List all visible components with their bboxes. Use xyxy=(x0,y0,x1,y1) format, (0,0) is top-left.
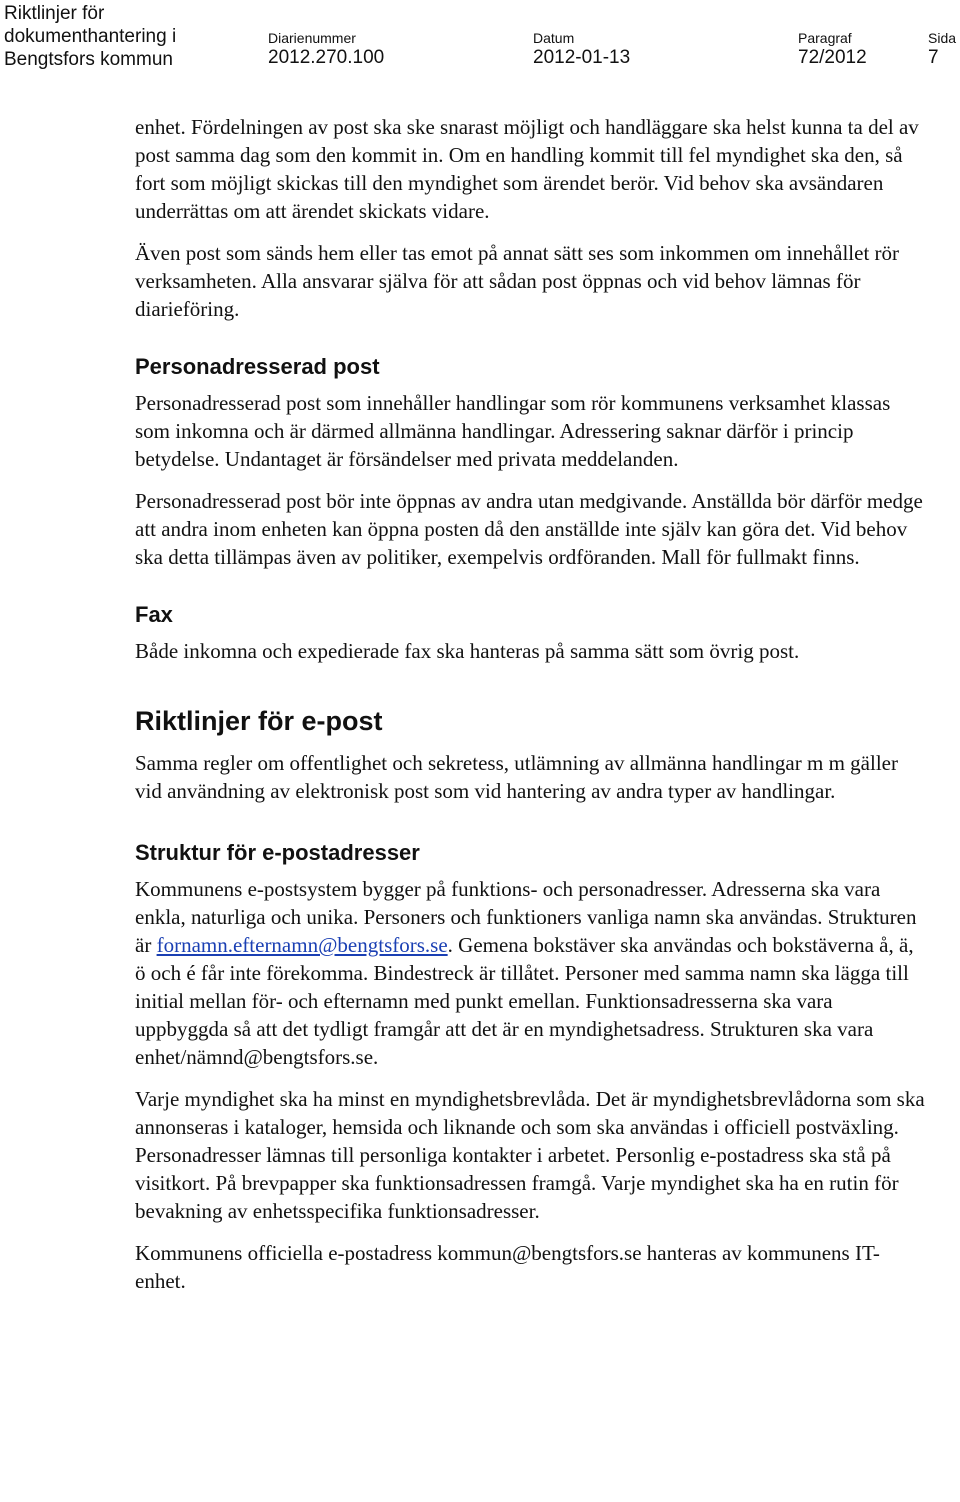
document-title xyxy=(4,2,269,71)
paragraph-personadresserad-1: Personadresserad post som innehåller handlingar som rör kommunens verksamhet klassas som inkomna och är därmed allmänna handlingar. Adressering saknar därför i princip betydelse. Undantaget är försändelser med privata meddelanden. xyxy=(135,391,891,471)
sida-field xyxy=(928,0,956,70)
diarienummer-label: Diarienummer xyxy=(268,30,356,46)
paragraph-fax: Både inkomna och expedierade fax ska hanteras på samma sätt som övrig post. xyxy=(135,639,800,663)
datum-label: Datum xyxy=(533,30,575,46)
paragraf-field xyxy=(798,0,867,70)
email-structure-link[interactable]: fornamn.efternamn@bengtsfors.se xyxy=(156,933,448,957)
page-header xyxy=(0,0,960,80)
document-title-line-2: dokumenthantering i xyxy=(4,26,177,47)
diarienummer-value: 2012.270.100 xyxy=(268,47,385,68)
datum-value: 2012-01-13 xyxy=(533,47,631,68)
address-structure-text-2: . Gemena bokstäver ska användas och bokstäverna å, ä, ö och é får inte förekomma. Bindestreck är tillåtet. Personer med samma namn ska lägga till initial mellan för- och efternamn med punkt emellan. Funktionsadresserna ska vara uppbyggda så att det tydligt framgår att det är en myndighetsadress. Strukturen ska vara enhet/nämnd@bengtsfors.se. xyxy=(135,933,914,1069)
heading-riktlinjer-e-post: Riktlinjer för e-post xyxy=(135,706,383,736)
diarienummer-field xyxy=(268,0,384,70)
heading-fax: Fax xyxy=(135,602,173,627)
paragraph-e-post-rules: Samma regler om offentlighet och sekretess, utlämning av allmänna handlingar m m gäller vid användning av elektronisk post som vid hantering av andra typer av handlingar. xyxy=(135,751,898,803)
sida-label: Sida xyxy=(928,30,957,46)
paragraph-personadresserad-2: Personadresserad post bör inte öppnas av andra utan medgivande. Anställda bör därför medge att andra inom enheten kan öppna posten då den anställde inte själv kan göra det. Vid behov ska detta tillämpas även av politiker, exempelvis ordföranden. Mall för fullmakt finns. xyxy=(135,489,923,569)
paragraph-official-address: Kommunens officiella e-postadress kommun@bengtsfors.se hanteras av kommunens IT-enhet. xyxy=(135,1241,880,1293)
datum-field xyxy=(533,0,630,70)
address-structure-text-1: Kommunens e-postsystem bygger på funktions- och personadresser. Adresserna ska vara enkla, naturliga och unika. Personers och funktioners vanliga namn ska användas. Strukturen är xyxy=(135,877,917,957)
paragraf-value: 72/2012 xyxy=(798,47,867,68)
heading-personadresserad-post: Personadresserad post xyxy=(135,354,380,379)
paragraph-post-distribution: enhet. Fördelningen av post ska ske snarast möjligt och handläggare ska helst kunna ta del av post samma dag som den kommit in. Om en handling kommit till fel myndighet ska den, så fort som möjligt skickas till den myndighet som ärendet berör. Vid behov ska avsändaren underrättas om att ärendet skickats vidare. xyxy=(135,115,919,223)
sida-value: 7 xyxy=(928,47,939,68)
paragraf-label: Paragraf xyxy=(798,30,852,46)
heading-struktur-e-postadresser: Struktur för e-postadresser xyxy=(135,840,420,865)
paragraph-home-post: Även post som sänds hem eller tas emot på annat sätt ses som inkommen om innehållet rör verksamheten. Alla ansvarar själva för att sådan post öppnas och vid behov lämnas för diarieföring. xyxy=(135,241,900,321)
document-title-line-1: Riktlinjer för xyxy=(4,3,105,24)
paragraph-myndighetsbrevlada: Varje myndighet ska ha minst en myndighetsbrevlåda. Det är myndighetsbrevlådorna som ska annonseras i kataloger, hemsida och liknande och som ska användas i officiell postväxling. Personadresser lämnas till personliga kontakter i arbetet. Personlig e-postadress ska stå på visitkort. På brevpapper ska funktionsadressen framgå. Varje myndighet ska ha en rutin för bevakning av enhetsspecifika funktionsadresser. xyxy=(135,1087,925,1223)
document-title-line-3: Bengtsfors kommun xyxy=(4,49,173,70)
paragraph-address-structure xyxy=(135,875,925,1071)
document-body xyxy=(135,113,925,1309)
